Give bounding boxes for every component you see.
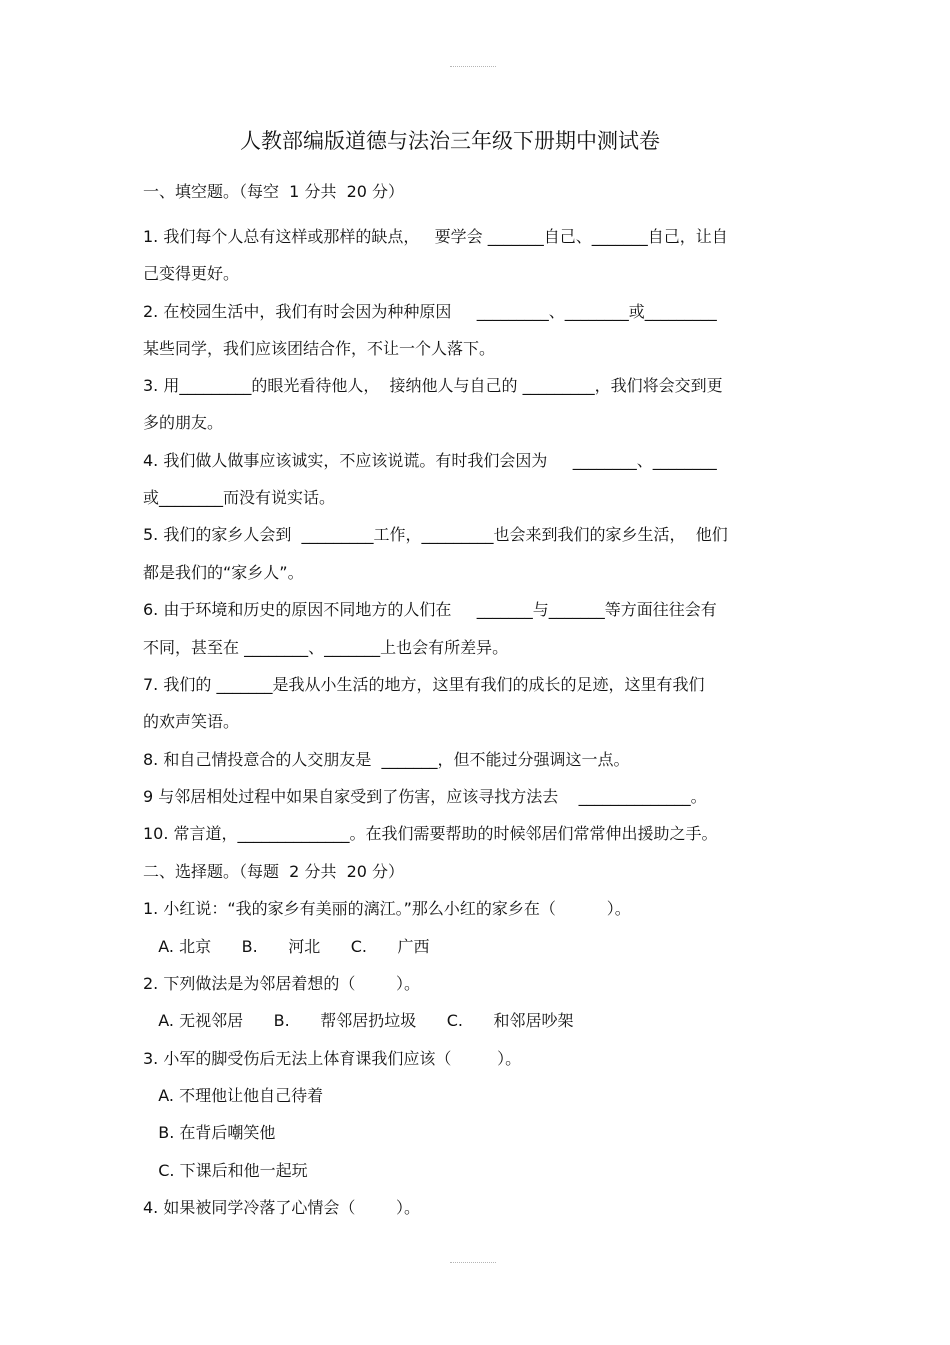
question-line: 5. 我们的家乡人会到 _________工作，_________也会来到我们的家乡生活， 他们 [143,525,728,544]
question-line: 都是我们的“家乡人”。 [143,563,304,582]
question-line: 不同，甚至在 ________、_______上也会有所差异。 [143,638,509,657]
header-dots [450,66,496,67]
question-line: 的欢声笑语。 [143,712,240,731]
question-line: 多的朋友。 [143,413,224,432]
question-line: 8. 和自己情投意合的人交朋友是 _______，但不能过分强调这一点。 [143,750,630,769]
answer-options: A. 无视邻居 B. 帮邻居扔垃圾 C. 和邻居吵架 [143,1011,574,1030]
footer-dots [450,1262,496,1263]
question-line: 6. 由于环境和历史的原因不同地方的人们在 _______与_______等方面往往会有 [143,600,717,619]
section-heading-choice: 二、选择题。（每题 2 分共 20 分） [143,862,405,881]
section-heading-fill-blank: 一、填空题。（每空 1 分共 20 分） [143,182,405,201]
question-line: 1. 小红说：“我的家乡有美丽的漓江。”那么小红的家乡在（ ）。 [143,899,631,918]
question-line: 3. 用_________的眼光看待他人， 接纳他人与自己的 _________，我们将会交到更 [143,376,723,395]
answer-option: C. 下课后和他一起玩 [143,1161,308,1180]
question-line: 10. 常言道，______________。在我们需要帮助的时候邻居们常常伸出援助之手。 [143,824,718,843]
question-line: 4. 如果被同学冷落了心情会（ ）。 [143,1198,421,1217]
question-line: 2. 在校园生活中，我们有时会因为种种原因 _________、________或_________ [143,302,717,321]
question-line: 己变得更好。 [143,264,240,283]
question-line: 2. 下列做法是为邻居着想的（ ）。 [143,974,421,993]
answer-options: A. 北京 B. 河北 C. 广西 [143,937,430,956]
question-line: 4. 我们做人做事应该诚实，不应该说谎。有时我们会因为 ________、________ [143,451,717,470]
answer-option: B. 在背后嘲笑他 [143,1123,276,1142]
question-line: 某些同学，我们应该团结合作，不让一个人落下。 [143,339,496,358]
page-title: 人教部编版道德与法治三年级下册期中测试卷 [240,129,660,153]
answer-option: A. 不理他让他自己待着 [143,1086,324,1105]
question-line: 9 与邻居相处过程中如果自家受到了伤害，应该寻找方法去 ______________。 [143,787,707,806]
question-line: 1. 我们每个人总有这样或那样的缺点， 要学会 _______自己、_______自己，让自 [143,227,728,246]
question-line: 3. 小军的脚受伤后无法上体育课我们应该（ ）。 [143,1049,522,1068]
question-line: 7. 我们的 _______是我从小生活的地方，这里有我们的成长的足迹，这里有我们 [143,675,705,694]
question-line: 或________而没有说实话。 [143,488,336,507]
